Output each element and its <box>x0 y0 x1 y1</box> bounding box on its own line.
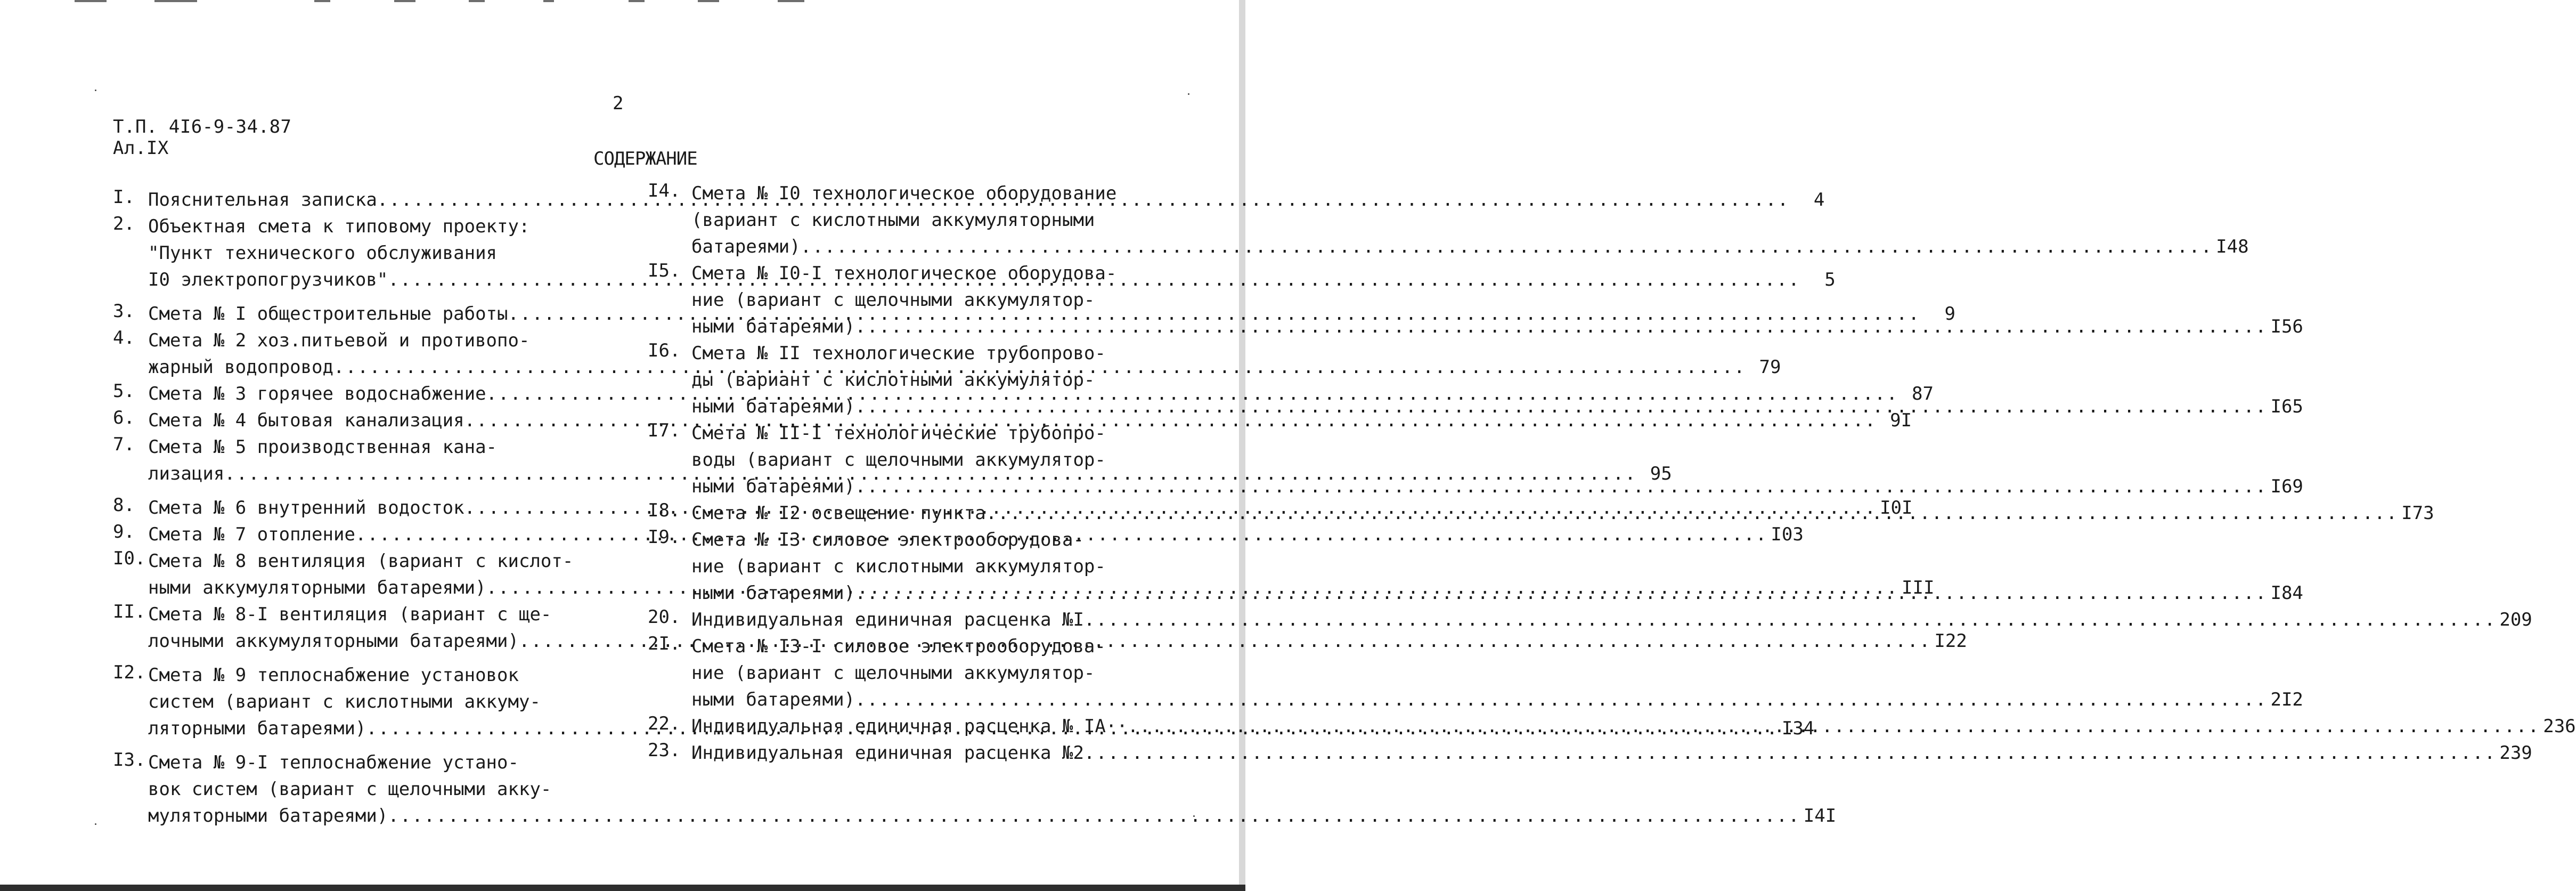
toc-entry <box>648 180 2249 260</box>
toc-entry-number: 4. <box>113 327 135 349</box>
toc-entry-text: систем (вариант с кислотными аккуму- <box>148 691 541 712</box>
toc-entry-text: Объектная смета к типовому проекту: <box>148 216 530 237</box>
scan-speck <box>95 823 96 825</box>
toc-entry-number: 7. <box>113 434 135 455</box>
toc-entry-text: батареями) <box>691 236 801 257</box>
toc-entry-text: жарный водопровод <box>148 357 333 378</box>
toc-entry-text: Смета № 8 вентиляция (вариант с кислот- <box>148 550 574 572</box>
toc-page-number: 9 <box>1944 303 1955 325</box>
toc-entry-text: ние (вариант с щелочными аккумулятор- <box>691 289 1095 311</box>
scan-speck <box>95 90 96 91</box>
toc-entry-text: Смета № 8-I вентиляция (вариант с ще- <box>148 604 552 625</box>
toc-page-number: 79 <box>1759 357 1781 378</box>
toc-entry-number: II. <box>113 601 146 622</box>
toc-entry-number: 6. <box>113 407 135 428</box>
toc-entry-text: Индивидуальная единичная расценка № IA·· <box>691 716 1128 737</box>
scan-top-edge <box>0 0 1245 3</box>
toc-entry-number: I5. <box>648 260 681 281</box>
toc-entry-text: ными батареями) <box>691 316 855 337</box>
toc-entry <box>648 606 2532 633</box>
toc-page-number: I03 <box>1771 524 1804 545</box>
toc-page-number: I65 <box>2270 396 2303 417</box>
toc-entry-text: муляторными батареями) <box>148 805 388 827</box>
toc-entry-text: вок систем (вариант с щелочными акку- <box>148 779 552 800</box>
toc-entry-text: ными батареями) <box>691 582 855 604</box>
toc-entry-text: ние (вариант с щелочными аккумулятор- <box>691 662 1095 684</box>
toc-page-number: I84 <box>2270 582 2303 604</box>
toc-page-number: 4 <box>1813 189 1825 210</box>
toc-entry <box>648 260 2303 340</box>
page-number: 2 <box>613 93 624 114</box>
toc-leader-dots <box>388 803 1800 829</box>
toc-entry-number: 2I. <box>648 633 681 654</box>
toc-page-number: I56 <box>2270 316 2303 337</box>
toc-entry-text: Смета № 6 внутренний водосток <box>148 497 464 519</box>
toc-page-number: III <box>1902 577 1935 598</box>
toc-entry-number: 5. <box>113 380 135 402</box>
toc-entry-text: Смета № I0-I технологическое оборудова- <box>691 263 1117 284</box>
toc-leader-dots <box>855 393 2267 420</box>
toc-entry-number: I7. <box>648 420 681 441</box>
toc-entry-number: I4. <box>648 180 681 201</box>
toc-page-number: I34 <box>1781 718 1815 739</box>
toc-page-number: 239 <box>2499 742 2532 764</box>
toc-entry-text: ными батареями) <box>691 689 855 710</box>
toc-page-number: I69 <box>2270 476 2303 497</box>
toc-entry-text: Смета № I0 технологическое оборудование <box>691 183 1117 204</box>
toc-entry-text: Смета № 3 горячее водоснабжение <box>148 383 486 404</box>
toc-entry-number: 9. <box>113 521 135 542</box>
toc-entry-text: воды (вариант с щелочными аккумулятор- <box>691 449 1106 471</box>
toc-page-number: 87 <box>1912 383 1934 404</box>
toc-entry-text: Смета № 5 производственная кана- <box>148 436 498 458</box>
toc-leader-dots <box>986 500 2398 526</box>
toc-leader-dots <box>1084 740 2496 766</box>
toc-page-number: I22 <box>1934 630 1967 652</box>
toc-entry-number: 22. <box>648 713 681 734</box>
toc-leader-dots <box>855 313 2267 340</box>
toc-entry-number: I9. <box>648 526 681 548</box>
document-code <box>113 116 292 159</box>
toc-entry-text: ными батареями) <box>691 396 855 417</box>
toc-page-number: 236 <box>2543 716 2576 737</box>
toc-page-number: I0I <box>1880 497 1913 519</box>
toc-entry-text: Смета № 2 хоз.питьевой и противопо- <box>148 330 530 351</box>
toc-title: СОДЕРЖАНИЕ <box>593 148 697 169</box>
toc-page-number: 95 <box>1650 463 1672 484</box>
toc-entry-text: I0 электропогрузчиков" <box>148 269 388 290</box>
document-code-line1: Т.П. 4I6-9-34.87 <box>113 116 292 137</box>
toc-leader-dots <box>1084 606 2496 633</box>
toc-entry-number: I3. <box>113 749 146 771</box>
toc-entry-text: Пояснительная записка <box>148 189 377 210</box>
toc-page-number: I4I <box>1803 805 1837 827</box>
toc-entry-text: Смета № II-I технологические трубопро- <box>691 423 1106 444</box>
toc-entry-number: 23. <box>648 740 681 761</box>
toc-entry-number: I. <box>113 187 135 208</box>
toc-page-number: 209 <box>2499 609 2532 630</box>
toc-entry-text: Смета № I общестроительные работы <box>148 303 508 325</box>
toc-page-number: 2I2 <box>2270 689 2303 710</box>
toc-entry-number: 20. <box>648 606 681 628</box>
toc-entry-text: Смета № 9-I теплоснабжение устано- <box>148 752 519 773</box>
toc-entry-text: Смета № II технологические трубопрово- <box>691 343 1106 364</box>
toc-page-number: I48 <box>2216 236 2249 257</box>
scan-speck <box>1188 93 1189 95</box>
toc-page-number: I73 <box>2401 503 2434 524</box>
toc-entry-text: ными батареями) <box>691 476 855 497</box>
toc-entry-text: лочными аккумуляторными батареями) <box>148 630 519 652</box>
toc-leader-dots <box>1128 713 2540 740</box>
toc-entry-text: Смета № I2 освещение пункта <box>691 503 986 524</box>
scan-bottom-edge <box>0 885 1245 891</box>
toc-entry-text: Смета № I3-I силовое электрооборудова- <box>691 636 1106 657</box>
toc-entry-number: I0. <box>113 548 146 569</box>
toc-entry-number: I2. <box>113 662 146 683</box>
toc-entry-text: ды (вариант с кислотными аккумулятор- <box>691 369 1095 391</box>
toc-entry-text: Смета № I3 силовое электрооборудова- <box>691 529 1084 550</box>
toc-entry-text: "Пункт технического обслуживания <box>148 242 498 264</box>
toc-page-number: 5 <box>1824 269 1836 290</box>
toc-entry-text: Индивидуальная единичная расценка №2 <box>691 742 1084 764</box>
toc-entry-text: (вариант с кислотными аккумуляторными <box>691 209 1095 231</box>
document-code-line2: Ал.IX <box>113 137 169 159</box>
toc-leader-dots <box>855 580 2267 606</box>
toc-entry-text: Смета № 4 бытовая канализация <box>148 410 464 431</box>
toc-entry-number: 2. <box>113 213 135 234</box>
toc-entry-text: Смета № 7 отопление <box>148 524 355 545</box>
toc-leader-dots <box>801 233 2213 260</box>
toc-entry-number: 3. <box>113 301 135 322</box>
toc-leader-dots <box>855 473 2267 500</box>
toc-leader-dots <box>855 686 2267 713</box>
toc-entry-text: ляторными батареями) <box>148 718 366 739</box>
toc-entry-number: I6. <box>648 340 681 361</box>
toc-entry-text: Смета № 9 теплоснабжение установок <box>148 665 519 686</box>
toc-entry-number: I8. <box>648 500 681 521</box>
toc-entry-text: ными аккумуляторными батареями) <box>148 577 486 598</box>
toc-page-number: 9I <box>1890 410 1912 431</box>
toc-entry-text: Индивидуальная единичная расценка №I <box>691 609 1084 630</box>
toc-entry-number: 8. <box>113 495 135 516</box>
toc-entry-text: лизация <box>148 463 225 484</box>
toc-entry-text: ние (вариант с кислотными аккумулятор- <box>691 556 1106 577</box>
toc-entry <box>648 740 2532 766</box>
